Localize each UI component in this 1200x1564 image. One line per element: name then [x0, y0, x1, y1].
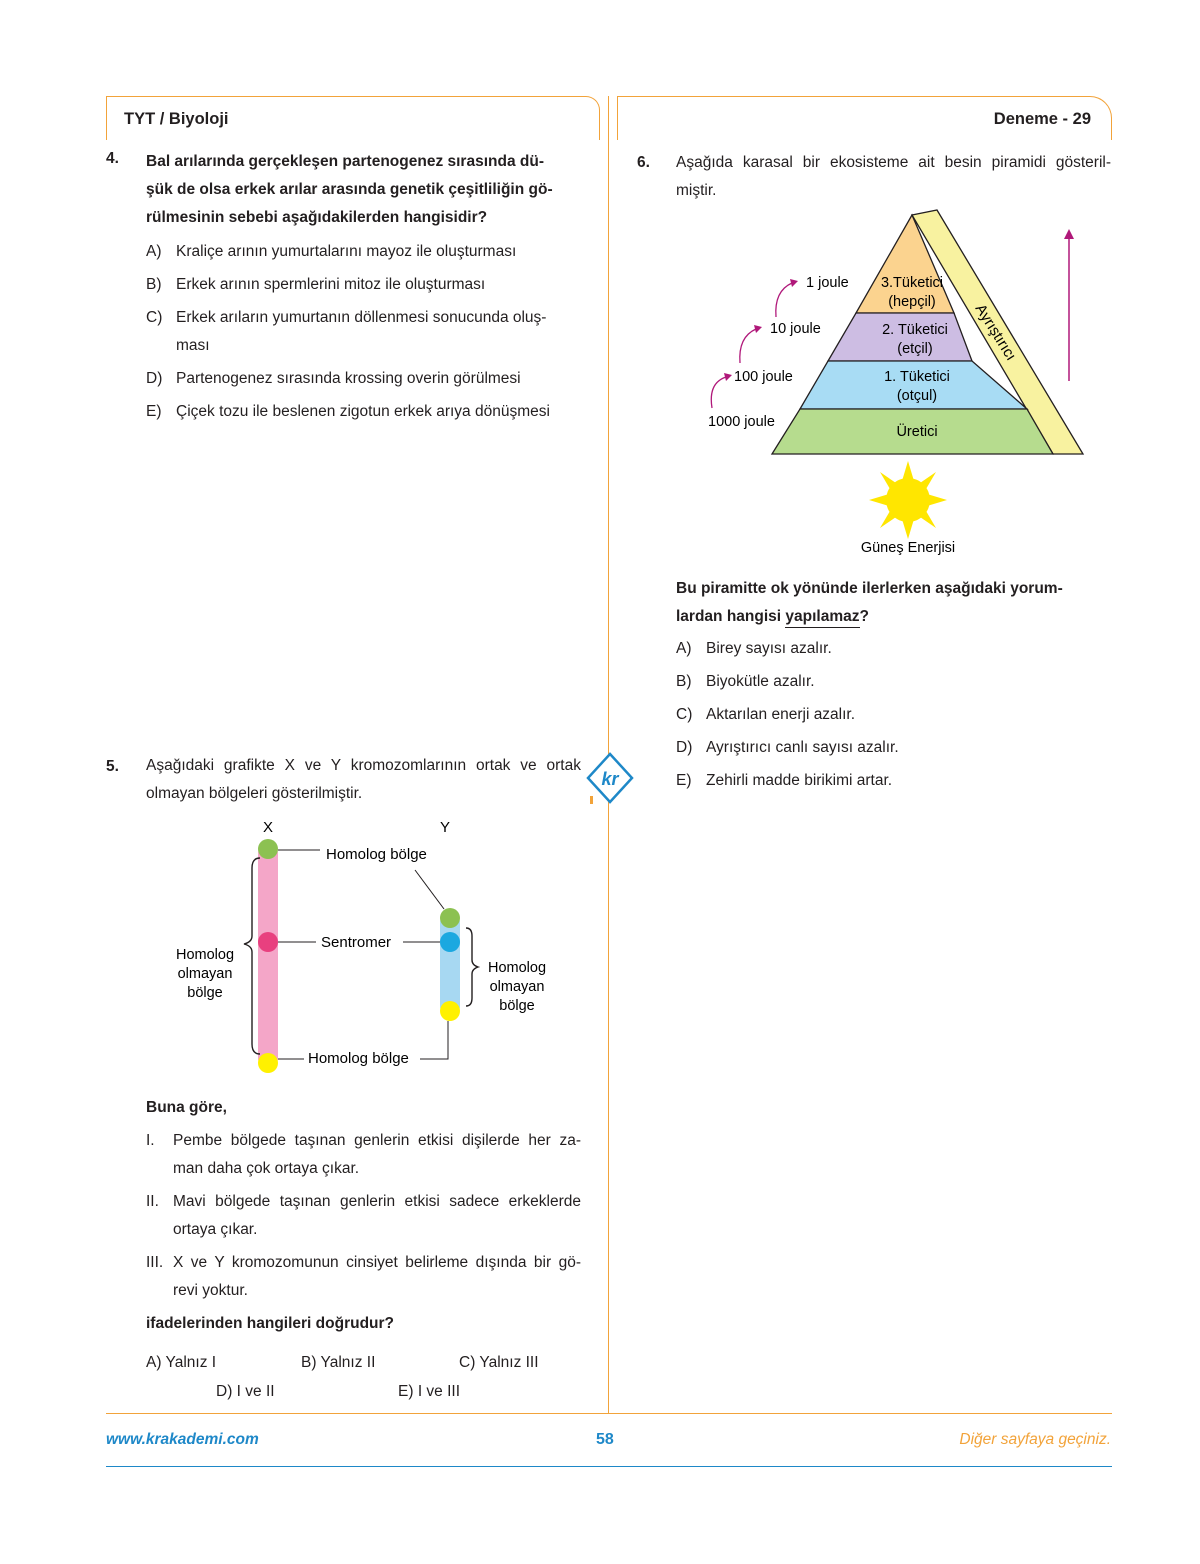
q6-question: [676, 575, 1111, 631]
q5-question: ifadelerinden hangileri doğrudur?: [146, 1315, 395, 1332]
x-chromosome-label: X: [262, 819, 274, 836]
option-text: Aktarılan enerji azalır.: [706, 706, 856, 723]
left-brace-label: olmayan: [177, 966, 233, 982]
option-label: C): [459, 1354, 476, 1371]
statement-num: II.: [146, 1193, 159, 1210]
energy-flow-arrow: [711, 377, 726, 408]
q6-option-a[interactable]: [676, 635, 832, 663]
sun-energy-label: Güneş Enerjisi: [860, 540, 956, 556]
q4-stem-line: şük de olsa erkek arılar arasında genetik çeşitliliğin gö-: [146, 181, 553, 198]
option-text: Ayrıştırıcı canlı sayısı azalır.: [706, 739, 899, 756]
kr-logo: [585, 752, 635, 806]
right-brace: [466, 928, 478, 1006]
q6-option-d[interactable]: [676, 734, 899, 762]
q6-intro-line: Aşağıda karasal bir ekosisteme ait besin piramidi gösteril-: [676, 154, 1111, 171]
q5-option-b[interactable]: [301, 1349, 375, 1377]
q6-question-text: lardan hangisi: [676, 608, 786, 625]
y-centromere-dot: [440, 932, 460, 952]
option-label: B): [676, 673, 692, 690]
decomposer-label: Ayrıştırıcı: [971, 301, 1020, 364]
q5-statement-2: [146, 1188, 581, 1244]
y-chromosome-body: [440, 918, 460, 1011]
chromosome-diagram: [160, 812, 580, 1082]
direction-arrow-icon: [1064, 229, 1074, 239]
option-label: A): [676, 640, 692, 657]
option-label: B): [146, 276, 162, 293]
food-pyramid-diagram: [700, 205, 1100, 565]
statement-text-cont: revi yoktur.: [173, 1282, 248, 1299]
x-centromere-dot: [258, 932, 278, 952]
q6-option-e[interactable]: [676, 767, 892, 795]
option-label: C): [146, 309, 163, 326]
x-homolog-bottom-dot: [258, 1053, 278, 1073]
option-label: D): [216, 1383, 233, 1400]
logo-text: kr: [601, 769, 619, 789]
option-text: Yalnız I: [165, 1354, 217, 1371]
option-label: E): [146, 403, 162, 420]
option-label: D): [146, 370, 163, 387]
q4-option-d[interactable]: [146, 365, 521, 393]
option-text: Erkek arıların yumurtanın döllenmesi sonucunda oluş-: [176, 309, 547, 326]
q5-intro-line: Aşağıdaki grafikte X ve Y kromozomlarının ortak ve ortak: [146, 757, 581, 774]
x-homolog-top-dot: [258, 839, 278, 859]
q5-option-c[interactable]: [459, 1349, 539, 1377]
level-label: (otçul): [896, 388, 938, 404]
level-label: (hepçil): [888, 294, 936, 310]
q6-number: 6.: [637, 154, 650, 171]
footer-top-rule: [106, 1413, 1112, 1414]
level-label: Üretici: [896, 424, 938, 440]
right-brace-label: bölge: [499, 998, 535, 1014]
q4-option-a[interactable]: [146, 238, 516, 266]
q4-stem-line: rülmesinin sebebi aşağıdakilerden hangisidir?: [146, 209, 488, 226]
next-page-note: Diğer sayfaya geçiniz.: [959, 1431, 1111, 1448]
option-label: A): [146, 1354, 162, 1371]
option-text: Zehirli madde birikimi artar.: [706, 772, 893, 789]
option-label: D): [676, 739, 693, 756]
q5-option-d[interactable]: [216, 1378, 275, 1406]
option-text: Kraliçe arının yumurtalarını mayoz ile oluşturması: [176, 243, 517, 260]
statement-text-cont: man daha çok ortaya çıkar.: [173, 1160, 360, 1177]
sun-icon: [869, 461, 947, 539]
level-label: 2. Tüketici: [882, 322, 948, 338]
subject-title: TYT / Biyoloji: [124, 110, 229, 128]
statement-num: III.: [146, 1254, 164, 1271]
option-label: E): [676, 772, 692, 789]
connector-line: [420, 1021, 448, 1059]
option-text: I ve II: [236, 1383, 275, 1400]
q5-statement-3: [146, 1249, 581, 1305]
q4-stem: [146, 148, 581, 232]
centromere-label: Sentromer: [321, 934, 392, 951]
page-number: 58: [596, 1431, 614, 1448]
right-brace-label: Homolog: [487, 960, 547, 976]
q6-intro-line: miştir.: [676, 182, 717, 199]
arrowhead-icon: [790, 279, 798, 287]
q6-intro: [676, 149, 1111, 205]
x-chromosome-body: [258, 849, 278, 1063]
q5-option-e[interactable]: [398, 1378, 460, 1406]
arrowhead-icon: [754, 325, 762, 333]
statement-text: Mavi bölgede taşınan genlerin etkisi sadece erkeklerde: [173, 1193, 581, 1210]
q5-option-a[interactable]: [146, 1349, 216, 1377]
q5-statement-1: [146, 1127, 581, 1183]
left-brace-label: bölge: [187, 985, 223, 1001]
connector-line: [415, 870, 444, 909]
statement-num: I.: [146, 1132, 155, 1149]
q5-lead: Buna göre,: [146, 1099, 227, 1116]
q4-option-e[interactable]: [146, 398, 550, 426]
q4-stem-line: Bal arılarında gerçekleşen partenogenez sırasında dü-: [146, 153, 544, 170]
q6-question-mark: ?: [859, 608, 869, 625]
option-text: Biyokütle azalır.: [706, 673, 815, 690]
q6-question-emphasis: yapılamaz: [785, 608, 859, 628]
exam-title: Deneme - 29: [993, 110, 1091, 128]
option-label: A): [146, 243, 162, 260]
website-link[interactable]: www.krakademi.com: [106, 1431, 259, 1448]
option-label: E): [398, 1383, 414, 1400]
q6-question-line: Bu piramitte ok yönünde ilerlerken aşağıdaki yorum-: [676, 580, 1063, 597]
option-label: C): [676, 706, 693, 723]
statement-text-cont: ortaya çıkar.: [173, 1221, 258, 1238]
option-text: I ve III: [417, 1383, 461, 1400]
option-label: B): [301, 1354, 317, 1371]
energy-flow-arrow: [776, 283, 792, 317]
footer-bottom-rule: [106, 1466, 1112, 1467]
q4-option-b[interactable]: [146, 271, 485, 299]
level-label: 1. Tüketici: [884, 369, 950, 385]
logo-accent: [590, 796, 593, 804]
q4-number: 4.: [106, 150, 119, 167]
statement-text: Pembe bölgede taşınan genlerin etkisi dişilerde her za-: [173, 1132, 581, 1149]
option-text-cont: ması: [176, 337, 210, 354]
energy-label: 1000 joule: [708, 414, 775, 430]
q5-number: 5.: [106, 758, 119, 775]
q6-option-b[interactable]: [676, 668, 815, 696]
level-label: (etçil): [897, 341, 933, 357]
left-brace: [244, 858, 260, 1054]
q4-option-c[interactable]: [146, 304, 581, 360]
y-homolog-bottom-dot: [440, 1001, 460, 1021]
energy-label: 1 joule: [806, 275, 849, 291]
q5-intro: [146, 752, 581, 808]
q6-option-c[interactable]: [676, 701, 855, 729]
homolog-top-label: Homolog bölge: [326, 846, 427, 863]
statement-text: X ve Y kromozomunun cinsiyet belirleme dışında bir gö-: [173, 1254, 581, 1271]
right-brace-label: olmayan: [489, 979, 545, 995]
level-label: 3.Tüketici: [880, 275, 944, 291]
option-text: Çiçek tozu ile beslenen zigotun erkek arıya dönüşmesi: [176, 403, 550, 420]
option-text: Erkek arının spermlerini mitoz ile oluşturması: [176, 276, 486, 293]
option-text: Partenogenez sırasında krossing overin görülmesi: [176, 370, 521, 387]
left-brace-label: Homolog: [175, 947, 235, 963]
y-chromosome-label: Y: [439, 819, 451, 836]
q5-intro-line: olmayan bölgeleri gösterilmiştir.: [146, 785, 363, 802]
arrowhead-icon: [724, 373, 732, 381]
energy-label: 100 joule: [734, 369, 793, 385]
energy-flow-arrow: [740, 329, 756, 363]
option-text: Birey sayısı azalır.: [706, 640, 832, 657]
homolog-bottom-label: Homolog bölge: [308, 1050, 409, 1067]
option-text: Yalnız III: [479, 1354, 539, 1371]
y-homolog-top-dot: [440, 908, 460, 928]
energy-label: 10 joule: [770, 321, 821, 337]
option-text: Yalnız II: [320, 1354, 376, 1371]
